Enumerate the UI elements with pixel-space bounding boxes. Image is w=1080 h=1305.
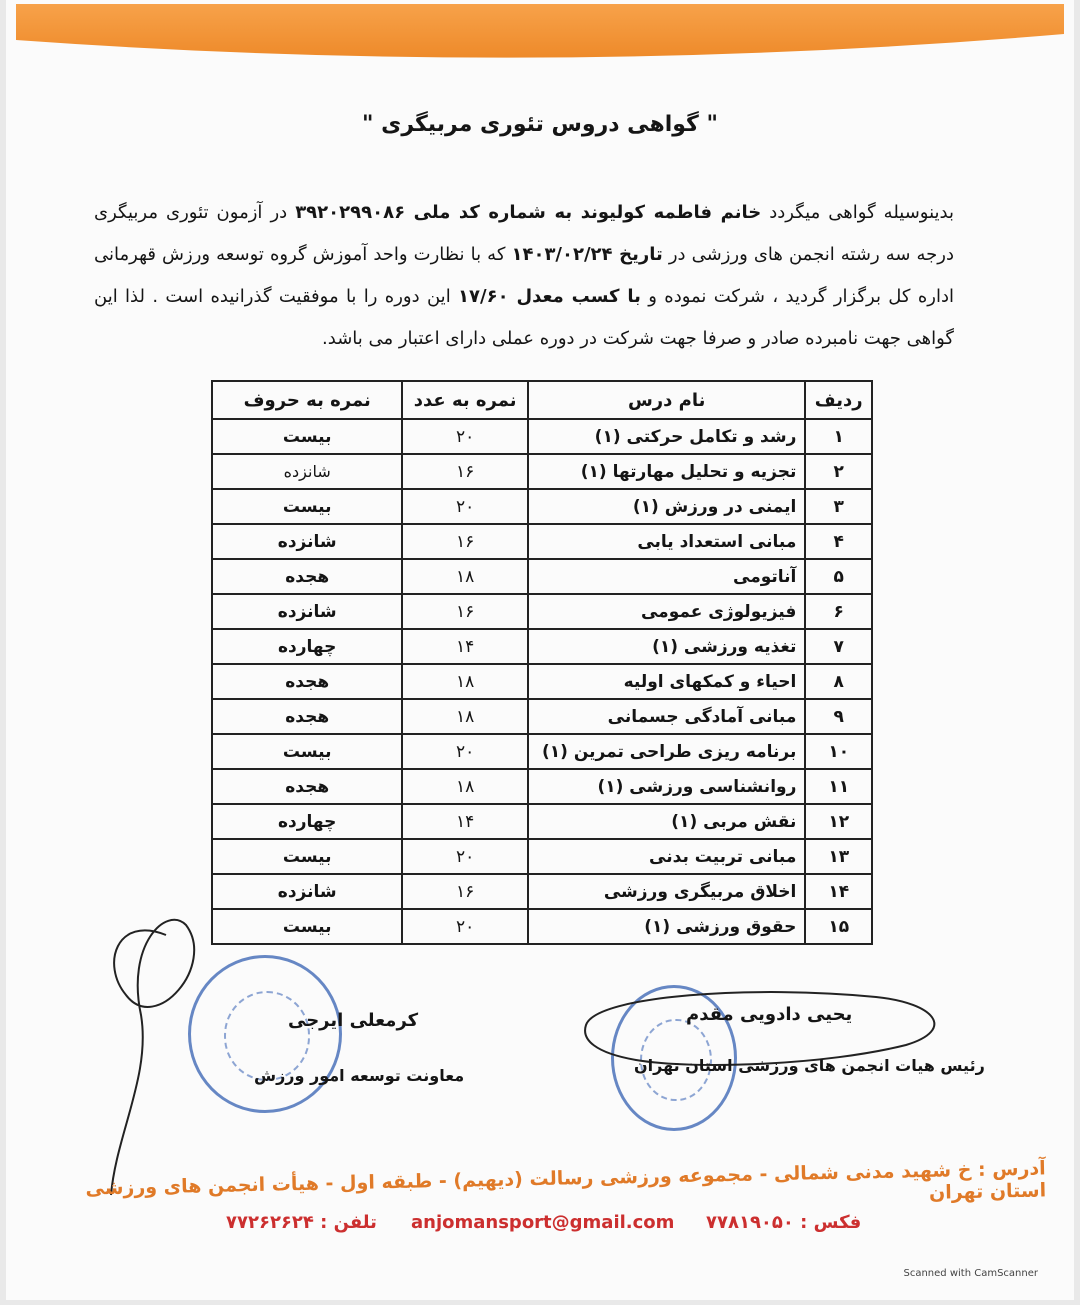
- course-name: احیاء و کمکهای اولیه: [528, 664, 805, 699]
- header-course-name: نام درس: [528, 381, 805, 419]
- grade-words: چهارده: [212, 629, 402, 664]
- table-row: [212, 804, 872, 839]
- right-signatory-role: رئیس هیات انجمن های ورزشی استان تهران: [634, 1056, 985, 1075]
- row-number: ۱۵: [805, 909, 872, 944]
- table-row: [212, 909, 872, 944]
- footer-address: آدرس : خ شهید مدنی شمالی - مجموعه ورزشی رسالت (دیهیم) - طبقه اول - هیأت انجمن های ورزشی استان تهران: [85, 1157, 1047, 1204]
- grade-words: بیست: [212, 839, 402, 874]
- table-row: [212, 629, 872, 664]
- footer-email: anjomansport@gmail.com: [411, 1212, 675, 1233]
- header-orange-band: [6, 0, 1074, 70]
- grade-number: ۱۸: [402, 769, 528, 804]
- right-signatory-name: یحیی دادویی مقدم: [686, 1004, 853, 1025]
- course-name: ایمنی در ورزش (۱): [528, 489, 805, 524]
- header-grade-number: نمره به عدد: [402, 381, 528, 419]
- grade-words: شانزده: [212, 524, 402, 559]
- course-name: مبانی تربیت بدنی: [528, 839, 805, 874]
- certificate-page: [6, 0, 1074, 1300]
- footer-phone: تلفن : ۷۷۲۶۲۶۲۴: [226, 1212, 377, 1233]
- row-number: ۶: [805, 594, 872, 629]
- body-text-part-3: که با نظارت واحد آموزش گروه توسعه ورزش قهرمانی اداره کل برگزار گردید ، شرکت نموده و: [94, 244, 954, 307]
- table-row: [212, 524, 872, 559]
- grade-number: ۱۶: [402, 874, 528, 909]
- row-number: ۸: [805, 664, 872, 699]
- grade-words: هجده: [212, 699, 402, 734]
- grade-number: ۱۶: [402, 594, 528, 629]
- grades-table: [211, 380, 873, 945]
- footer-fax: فکس : ۷۷۸۱۹۰۵۰: [706, 1212, 862, 1233]
- course-name: تجزیه و تحلیل مهارتها (۱): [528, 454, 805, 489]
- grade-words: بیست: [212, 419, 402, 454]
- table-row: [212, 594, 872, 629]
- grade-number: ۱۶: [402, 524, 528, 559]
- course-name: اخلاق مربیگری ورزشی: [528, 874, 805, 909]
- table-row: [212, 699, 872, 734]
- course-name: مبانی آمادگی جسمانی: [528, 699, 805, 734]
- grade-number: ۱۸: [402, 559, 528, 594]
- footer-contact: [6, 1212, 1074, 1242]
- grade-words: هجده: [212, 664, 402, 699]
- row-number: ۷: [805, 629, 872, 664]
- course-name: رشد و تکامل حرکتی (۱): [528, 419, 805, 454]
- row-number: ۳: [805, 489, 872, 524]
- grade-number: ۱۶: [402, 454, 528, 489]
- course-name: برنامه ریزی طراحی تمرین (۱): [528, 734, 805, 769]
- grade-number: ۲۰: [402, 839, 528, 874]
- grade-words: بیست: [212, 489, 402, 524]
- grade-words: بیست: [212, 734, 402, 769]
- header-grade-words: نمره به حروف: [212, 381, 402, 419]
- grades-table-header: [212, 381, 872, 419]
- grade-number: ۲۰: [402, 909, 528, 944]
- table-row: [212, 419, 872, 454]
- grade-number: ۱۸: [402, 664, 528, 699]
- row-number: ۱۳: [805, 839, 872, 874]
- grade-number: ۱۴: [402, 629, 528, 664]
- certificate-body: [94, 192, 954, 360]
- row-number: ۴: [805, 524, 872, 559]
- row-number: ۱۱: [805, 769, 872, 804]
- table-row: [212, 489, 872, 524]
- grade-words: شانزده: [212, 454, 402, 489]
- table-row: [212, 769, 872, 804]
- row-number: ۱۴: [805, 874, 872, 909]
- left-signatory-name: کرمعلی ایرجی: [288, 1010, 419, 1031]
- grade-number: ۱۸: [402, 699, 528, 734]
- grade-number: ۲۰: [402, 489, 528, 524]
- course-name: آناتومی: [528, 559, 805, 594]
- table-row: [212, 874, 872, 909]
- body-text-part-2: در آزمون تئوری مربیگری درجه سه رشته انجمن های ورزشی در: [94, 202, 954, 265]
- grade-words: هجده: [212, 769, 402, 804]
- table-row: [212, 454, 872, 489]
- course-name: نقش مربی (۱): [528, 804, 805, 839]
- exam-date: تاریخ ۱۴۰۳/۰۲/۲۴: [511, 244, 663, 265]
- grade-number: ۲۰: [402, 734, 528, 769]
- certificate-title: " گواهی دروس تئوری مربیگری ": [362, 112, 718, 137]
- row-number: ۱۰: [805, 734, 872, 769]
- grade-words: هجده: [212, 559, 402, 594]
- recipient-name-id: خانم فاطمه کولیوند به شماره کد ملی ۳۹۲۰۲۹۹۰۸۶: [295, 202, 762, 223]
- row-number: ۵: [805, 559, 872, 594]
- scanner-watermark: Scanned with CamScanner: [903, 1268, 1038, 1279]
- table-row: [212, 839, 872, 874]
- course-name: روانشناسی ورزشی (۱): [528, 769, 805, 804]
- table-row: [212, 734, 872, 769]
- course-name: تغذیه ورزشی (۱): [528, 629, 805, 664]
- grade-number: ۱۴: [402, 804, 528, 839]
- course-name: حقوق ورزشی (۱): [528, 909, 805, 944]
- left-signature-scribble: [96, 905, 236, 1205]
- grade-words: شانزده: [212, 594, 402, 629]
- course-name: مبانی استعداد یابی: [528, 524, 805, 559]
- header-row-number: ردیف: [805, 381, 872, 419]
- row-number: ۱۲: [805, 804, 872, 839]
- grade-words: بیست: [212, 909, 402, 944]
- left-signatory-role: معاونت توسعه امور ورزش: [254, 1066, 465, 1085]
- row-number: ۹: [805, 699, 872, 734]
- table-row: [212, 559, 872, 594]
- grade-number: ۲۰: [402, 419, 528, 454]
- body-text-part-1: بدینوسیله گواهی میگردد: [761, 202, 955, 223]
- grade-words: چهارده: [212, 804, 402, 839]
- row-number: ۱: [805, 419, 872, 454]
- table-row: [212, 664, 872, 699]
- body-text-part-4: این دوره را با موفقیت گذرانیده است . لذا این گواهی جهت نامبرده صادر و صرفا جهت شرکت در دوره عملی دارای اعتبار می باشد.: [94, 286, 954, 349]
- course-name: فیزیولوژی عمومی: [528, 594, 805, 629]
- row-number: ۲: [805, 454, 872, 489]
- average-grade: با کسب معدل ۱۷/۶۰: [458, 286, 641, 307]
- grade-words: شانزده: [212, 874, 402, 909]
